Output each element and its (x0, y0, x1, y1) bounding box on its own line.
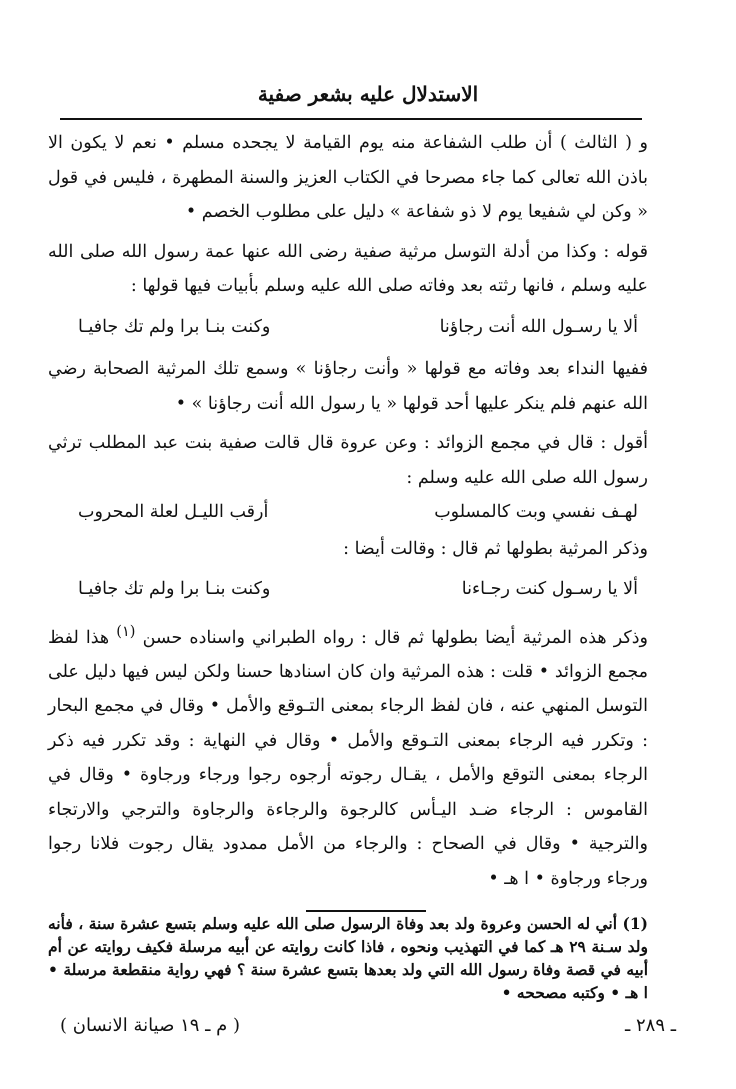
verse-first-hemistich: ألا يا رسـول كنت رجـاءنا (461, 579, 638, 599)
page-title: الاستدلال عليه بشعر صفية (257, 82, 479, 106)
footnotes (48, 912, 648, 1004)
paragraph-also-said: وذكر المرثية بطولها ثم قال : وقالت أيضا : (343, 538, 648, 559)
paragraph-rija-intro: وذكر هذه المرثية أيضا بطولها ثم قال : رواه الطبراني واسناده حسن (142, 627, 648, 648)
paragraph-safiyya-elegy-claim: قوله : وكذا من أدلة التوسل مرثية صفية رضى الله عنها عمة رسول الله صلى الله عليه وسلم ، فانها رثته بعد وفاته صلى الله عليه وسلم بأبيات فيها قولها : (48, 241, 648, 296)
verse-second-hemistich: وكنت بنـا برا ولم تك جافيـا (78, 579, 271, 599)
paragraph-rija-body: هذا لفظ مجمع الزوائد • قلت : هذه المرثية وان كان اسنادها حسنا ولكن ليس فيها دليل على التوسل المنهي عنه ، فان لفظ الرجاء بمعنى التـوقع والأمل • وقال في مجمع البحار : وتكرر فيه الرجاء بمعنى التـوقع والأمل • وقال في النهاية : وقد تكرر فيه ذكر الرجاء بمعنى التوقع والأمل ، يقـال رجوته أرجوه رجوا ورجاء ورجاوة • وقال في القاموس : الرجاء ضـد اليـأس كالرجوة والرجاءة والرجاوة والترجي والارتجاء والترجية • وقال في الصحاح : والرجاء من الأمل ممدود يقال رجوت فلانا رجوا ورجاء ورجاوة • ا هـ • (48, 627, 648, 889)
verse-line (78, 495, 638, 530)
verse-line (78, 572, 638, 607)
book-signature: ( م ـ ١٩ صيانة الانسان ) (60, 1015, 241, 1036)
main-text (48, 126, 648, 896)
verse-first-hemistich: لهـف نفسي وبت كالمسلوب (434, 502, 638, 522)
verse-second-hemistich: أرقب الليـل لعلة المحروب (78, 502, 269, 522)
page-number: ـ ٢٨٩ ـ (624, 1015, 676, 1036)
header-divider (60, 118, 642, 120)
verse-line (78, 310, 638, 345)
verse-first-hemistich: ألا يا رسـول الله أنت رجاؤنا (439, 316, 638, 337)
footnote-marker: (١) (116, 622, 136, 640)
paragraph-nida-argument: ففيها النداء بعد وفاته مع قولها « وأنت رجاؤنا » وسمع تلك المرثية الصحابة رضي الله عنهم فلم ينكر عليها أحد قولها « يا رسول الله أنت رجاؤنا » • (48, 359, 648, 414)
verse-second-hemistich: وكنت بنـا برا ولم تك جافيـا (78, 316, 271, 337)
footnote-1: (1) أني له الحسن وعروة ولد بعد وفاة الرسول صلى الله عليه وسلم بتسع عشرة سنة ، فأنه ولد سـنة ٢٩ هـ كما في التهذيب ونحوه ، فاذا كانت روايته عن أبيه مرسلة فكيف روايته عن أم أبيه في قصة وفاة رسول الله التي ولد بعدها بتسع عشرة سنة ؟ فهي رواية منقطعة مرسلة • ا هـ • وكتبه مصححه • (48, 914, 648, 1002)
paragraph-majma-zawaid: أقول : قال في مجمع الزوائد : وعن عروة قال قالت صفية بنت عبد المطلب ترثي رسول الله صلى الله عليه وسلم : (48, 433, 648, 488)
paragraph-rija-meaning (48, 615, 648, 897)
paragraph-third-point: و ( الثالث ) أن طلب الشفاعة منه يوم القيامة لا يجحده مسلم • نعم لا يكون الا باذن الله تعالى كما جاء مصرحا في الكتاب العزيز والسنة المطهرة ، فليس في قول « وكن لي شفيعا يوم لا ذو شفاعة » دليل على مطلوب الخصم • (48, 133, 648, 222)
page-footer (60, 1015, 676, 1036)
